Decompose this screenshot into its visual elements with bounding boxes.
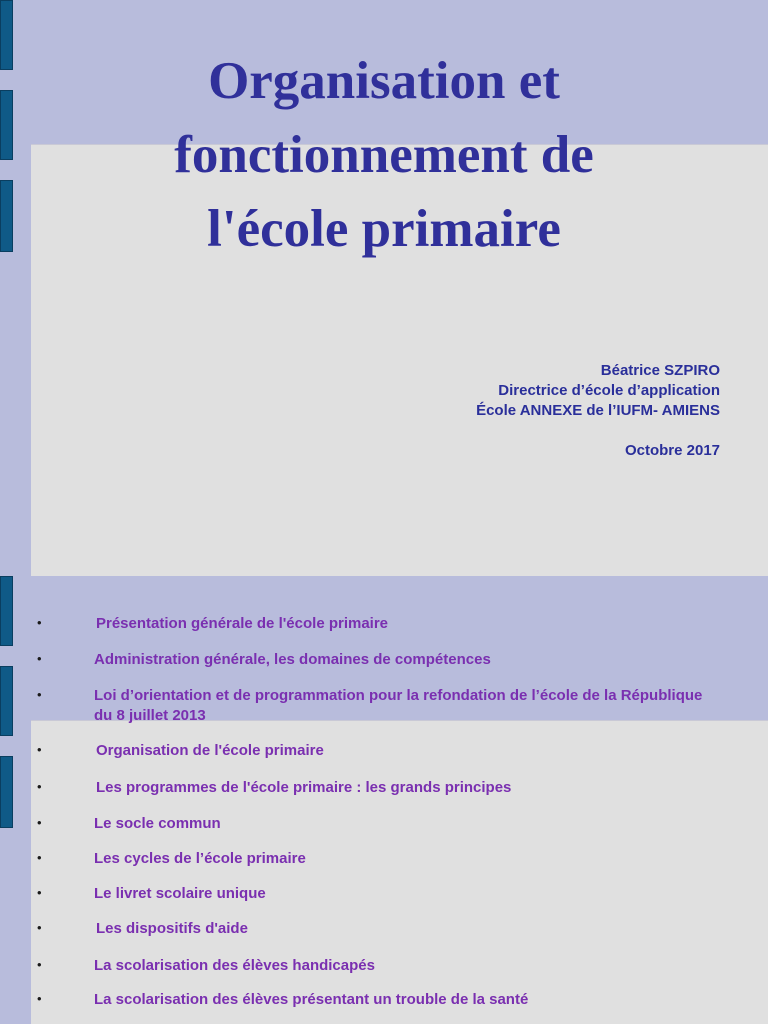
bullet-icon: • bbox=[37, 815, 42, 830]
title-line: l'école primaire bbox=[207, 200, 561, 258]
bullet-icon: • bbox=[37, 742, 42, 757]
title-line: fonctionnement de bbox=[174, 126, 594, 184]
author-name: Béatrice SZPIRO bbox=[600, 362, 720, 379]
slide-panel bbox=[31, 720, 768, 1024]
author-role: Directrice d’école d’application bbox=[498, 382, 720, 399]
side-tab bbox=[0, 666, 13, 736]
bullet-icon: • bbox=[37, 615, 42, 630]
author-school: École ANNEXE de l’IUFM- AMIENS bbox=[476, 402, 720, 419]
side-tab bbox=[0, 756, 13, 828]
list-item-label: Les cycles de l’école primaire bbox=[94, 850, 306, 867]
side-tab bbox=[0, 0, 13, 70]
list-item-label: La scolarisation des élèves présentant un trouble de la santé bbox=[94, 991, 529, 1008]
list-item-label: Loi d’orientation et de programmation pour la refondation de l’école de la République du 8 juillet 2013 bbox=[94, 687, 703, 724]
list-item-label: Administration générale, les domaines de compétences bbox=[94, 651, 491, 668]
list-item-label: Les dispositifs d'aide bbox=[96, 920, 248, 937]
list-item-label: Organisation de l'école primaire bbox=[96, 742, 324, 759]
agenda-slide bbox=[0, 576, 768, 1024]
list-item-label: Les programmes de l'école primaire : les grands principes bbox=[96, 779, 512, 796]
bullet-icon: • bbox=[37, 687, 42, 702]
list-item-label: Le livret scolaire unique bbox=[94, 885, 266, 902]
bullet-icon: • bbox=[37, 957, 42, 972]
bullet-icon: • bbox=[37, 651, 42, 666]
side-tab bbox=[0, 90, 13, 160]
author-block bbox=[476, 361, 720, 461]
presentation-date: Octobre 2017 bbox=[624, 442, 720, 459]
bullet-icon: • bbox=[37, 991, 42, 1006]
title-line: Organisation et bbox=[208, 52, 560, 110]
list-item-label: Le socle commun bbox=[94, 815, 221, 832]
side-tab bbox=[0, 180, 13, 252]
list-item-label: La scolarisation des élèves handicapés bbox=[94, 957, 375, 974]
side-tab bbox=[0, 576, 13, 646]
bullet-icon: • bbox=[37, 885, 42, 900]
page-title bbox=[20, 44, 748, 266]
bullet-icon: • bbox=[37, 779, 42, 794]
list-item-label: Présentation générale de l'école primaire bbox=[96, 615, 389, 632]
bullet-icon: • bbox=[37, 920, 42, 935]
bullet-icon: • bbox=[37, 850, 42, 865]
